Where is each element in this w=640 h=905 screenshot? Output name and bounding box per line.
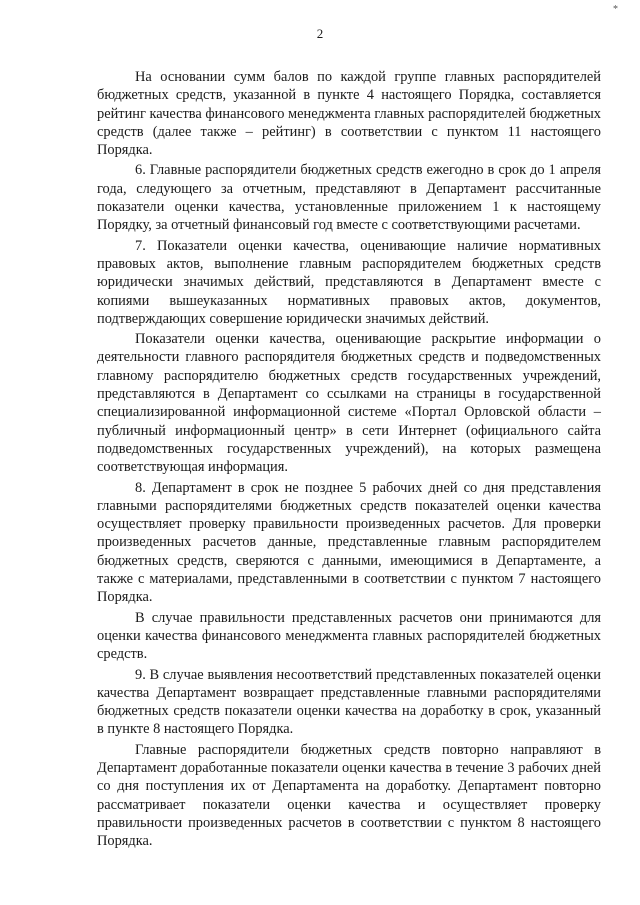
paragraph-item-9: 9. В случае выявления несоответствий представленных показателей оценки качества Департамент возвращает представленные главными распорядителями бюджетных средств показатели оценки качества на доработку в срок, указанный в пункте 8 настоящего Порядка.	[97, 666, 601, 738]
paragraph-resubmission: Главные распорядители бюджетных средств повторно направляют в Департамент доработанные показатели оценки качества в течение 3 рабочих дней со дня поступления их от Департамента на доработку. Департамент повторно рассматривает показатели оценки качества и осуществляет проверку правильности произведенных расчетов в соответствии с пунктом 8 настоящего Порядка.	[97, 741, 601, 850]
page-number: 2	[316, 26, 324, 41]
paragraph-item-8: 8. Департамент в срок не позднее 5 рабочих дней со дня представления главными распорядителями бюджетных средств показателей оценки качества осуществляет проверку правильности произведенных расчетов. Для проверки произведенных расчетов данные, представленные главным распорядителем бюджетных средств, сверяются с данными, имеющимися в Департаменте, а также с материалами, представленными в соответствии с пунктом 7 настоящего Порядка.	[97, 479, 601, 606]
paragraph-item-6: 6. Главные распорядители бюджетных средств ежегодно в срок до 1 апреля года, следующего за отчетным, представляют в Департамент рассчитанные показатели оценки качества, установленные приложением 1 к настоящему Порядку, за отчетный финансовый год вместе с соответствующими расчетами.	[97, 162, 601, 234]
corner-mark: *	[613, 4, 618, 15]
paragraph-item-7: 7. Показатели оценки качества, оценивающие наличие нормативных правовых актов, выполнение главным распорядителем бюджетных средств юридически значимых действий, представляются в Департамент вместе с копиями вышеуказанных нормативных правовых актов, документов, подтверждающих совершение юридически значимых действий.	[97, 237, 601, 327]
document-body	[97, 68, 601, 850]
paragraph-rating-intro: На основании сумм балов по каждой группе главных распорядителей бюджетных средств, указанной в пункте 4 настоящего Порядка, составляется рейтинг качества финансового менеджмента главных распорядителей бюджетных средств (далее также – рейтинг) в соответствии с пунктом 11 настоящего Порядка.	[97, 69, 601, 159]
paragraph-information-disclosure: Показатели оценки качества, оценивающие раскрытие информации о деятельности главного распорядителя бюджетных средств и подведомственных главному распорядителю бюджетных средств государственных учреждений, представляются в Департамент со ссылками на страницы в государственной специализированной информационной системе «Портал Орловской области – публичный информационный центр» в сети Интернет (официального сайта подведомственных государственных учреждений), на которых размещена соответствующая информация.	[97, 331, 601, 476]
paragraph-calculations-accepted: В случае правильности представленных расчетов они принимаются для оценки качества финансового менеджмента главных распорядителей бюджетных средств.	[97, 609, 601, 663]
